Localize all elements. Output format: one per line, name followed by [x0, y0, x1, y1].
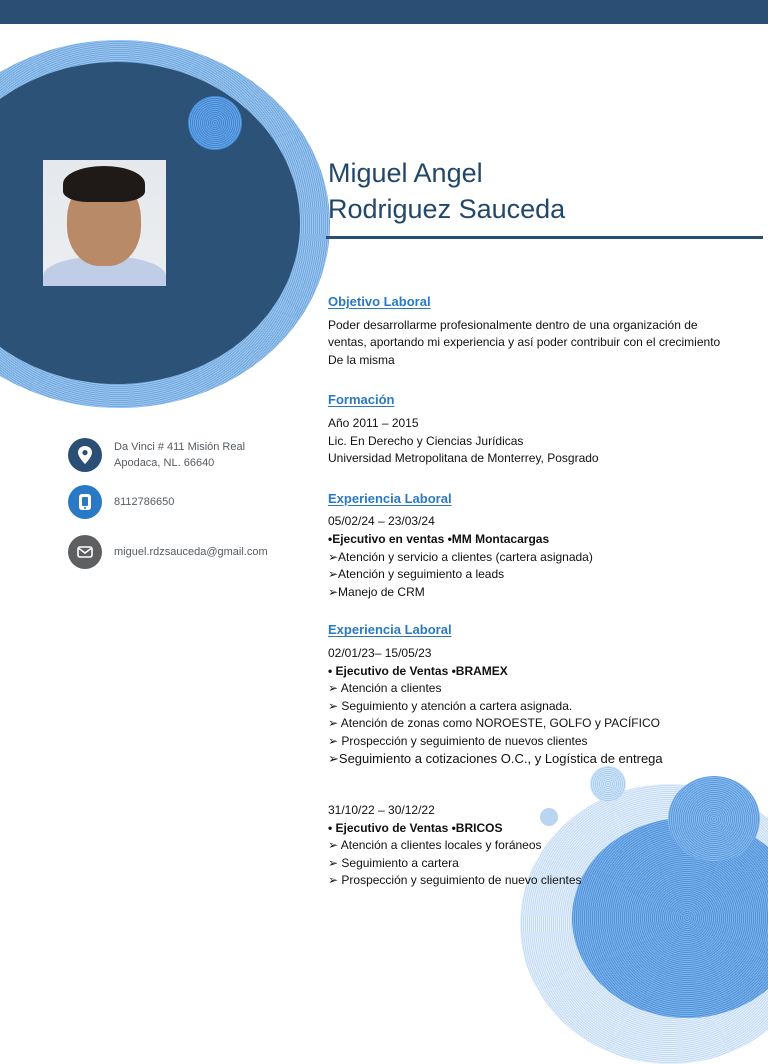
name-divider: [326, 236, 763, 239]
objetivo-line: Poder desarrollarme profesionalmente dentro de una organización de: [328, 317, 698, 332]
experiencia1-item: ➢Manejo de CRM: [328, 584, 425, 599]
address-line-1: Da Vinci # 411 Misión Real: [114, 441, 246, 453]
address-line-2: Apodaca, NL. 66640: [114, 457, 215, 469]
formacion-period: Año 2011 – 2015: [328, 415, 419, 430]
experiencia3-item: ➢ Atención a clientes locales y foráneos: [328, 838, 542, 853]
objetivo-line: ventas, aportando mi experiencia y así poder contribuir con el crecimiento: [328, 335, 721, 350]
top-header-bar: [0, 0, 768, 24]
experiencia2-item: ➢ Seguimiento y atención a cartera asignada.: [328, 698, 573, 713]
candidate-name: [328, 155, 565, 227]
phone-text: 8112786650: [114, 496, 175, 508]
experiencia3-role: • Ejecutivo de Ventas •BRICOS: [328, 820, 503, 835]
experiencia2-item: ➢ Atención a clientes: [328, 681, 442, 696]
experiencia2-item: ➢ Prospección y seguimiento de nuevos clientes: [328, 733, 588, 748]
objetivo-heading: Objetivo Laboral: [328, 294, 431, 309]
experiencia2-dates: 02/01/23– 15/05/23: [328, 645, 432, 660]
email-text: miguel.rdzsauceda@gmail.com: [114, 546, 268, 558]
name-first-line: Miguel Angel: [328, 158, 483, 188]
decorative-small-bubble: [188, 96, 242, 150]
contact-phone: [68, 485, 174, 519]
objetivo-line: De la misma: [328, 352, 395, 367]
location-pin-icon: [68, 438, 102, 472]
profile-photo: [43, 160, 166, 286]
name-second-line: Rodriguez Sauceda: [328, 194, 566, 224]
experiencia1-dates: 05/02/24 – 23/03/24: [328, 514, 435, 529]
experiencia2-role: • Ejecutivo de Ventas •BRAMEX: [328, 663, 508, 678]
address-text: [114, 439, 245, 471]
email-icon: [68, 535, 102, 569]
phone-icon: [68, 485, 102, 519]
experiencia1-role: •Ejecutivo en ventas •MM Montacargas: [328, 531, 550, 546]
contact-address: [68, 438, 245, 472]
photo-hair-shape: [63, 166, 145, 202]
experiencia1-item: ➢Atención y servicio a clientes (cartera asignada): [328, 549, 593, 564]
formacion-degree: Lic. En Derecho y Ciencias Jurídicas: [328, 433, 524, 448]
experiencia3-item: ➢ Seguimiento a cartera: [328, 855, 459, 870]
experiencia2-heading: Experiencia Laboral: [328, 622, 452, 638]
experiencia3-dates: 31/10/22 – 30/12/22: [328, 803, 435, 818]
experiencia2-item: ➢Seguimiento a cotizaciones O.C., y Logística de entrega: [328, 751, 663, 767]
contact-email: [68, 535, 268, 569]
formacion-school: Universidad Metropolitana de Monterrey, Posgrado: [328, 451, 599, 466]
formacion-heading: Formación: [328, 392, 395, 408]
experiencia2-item: ➢ Atención de zonas como NOROESTE, GOLFO y PACÍFICO: [328, 716, 660, 731]
experiencia3-item: ➢ Prospección y seguimiento de nuevo clientes: [328, 873, 582, 888]
resume-content: [328, 293, 760, 890]
experiencia1-heading: Experiencia Laboral: [328, 490, 452, 506]
experiencia1-item: ➢Atención y seguimiento a leads: [328, 567, 505, 582]
